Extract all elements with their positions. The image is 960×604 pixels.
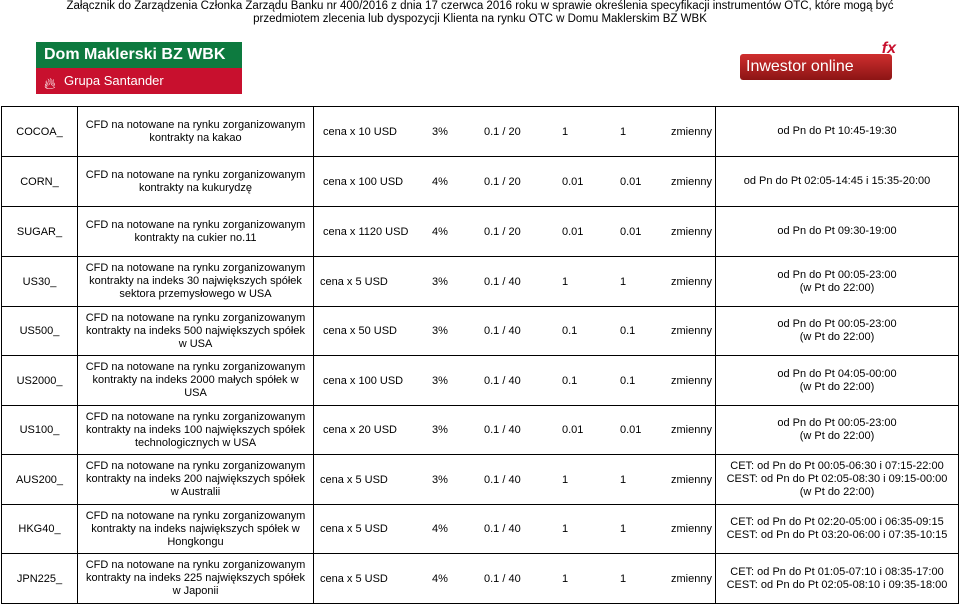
trading-hours-line: od Pn do Pt 09:30-19:00 (777, 225, 897, 237)
table-row (2, 505, 959, 554)
instrument-symbol: AUS200_ (2, 455, 78, 505)
trading-hours (716, 307, 959, 356)
min-value: 0.01 (562, 424, 584, 436)
logo-fx-text: fx (881, 40, 896, 57)
margin-value: 3% (432, 424, 448, 436)
multiplier: cena x 5 USD (320, 572, 388, 585)
spread-type: zmienny (671, 473, 712, 486)
logo-bz-top-text: Dom Maklerski BZ WBK (36, 42, 242, 68)
table-row (2, 406, 959, 455)
instrument-description (78, 207, 314, 257)
trading-hours-line: od Pn do Pt 00:05-23:00 (777, 268, 897, 281)
description-line: CFD na notowane na rynku zorganizowanym (85, 311, 306, 324)
trading-hours (716, 406, 959, 455)
multiplier: cena x 10 USD (323, 125, 397, 138)
instrument-description (78, 307, 314, 356)
instrument-description (78, 455, 314, 505)
table-row (2, 257, 959, 307)
multiplier: cena x 5 USD (320, 275, 388, 288)
min-value: 1 (562, 572, 569, 585)
instrument-symbol: JPN225_ (2, 554, 78, 604)
margin-value: 3% (432, 325, 448, 337)
margin-value: 3% (432, 275, 448, 288)
leverage-value: 0.1 / 40 (484, 275, 521, 288)
leverage-value: 0.1 / 40 (484, 572, 521, 585)
margin-value: 3% (432, 374, 448, 387)
spread-type: zmienny (671, 325, 712, 337)
description-line: sektora przemysłowego w USA (119, 288, 272, 300)
description-line: kontrakty na indeks 2000 małych spółek w (92, 374, 299, 386)
table-row (2, 455, 959, 505)
multiplier: cena x 5 USD (320, 523, 388, 535)
multiplier: cena x 5 USD (320, 473, 388, 486)
trading-hours (716, 207, 959, 257)
min-value: 1 (562, 125, 569, 138)
spread-type: zmienny (671, 125, 712, 138)
description-line: CFD na notowane na rynku zorganizowanym (85, 262, 306, 274)
multiplier: cena x 100 USD (323, 374, 404, 387)
trading-hours (716, 157, 959, 207)
description-line: kontrakty na indeks największych spółek w (91, 522, 300, 535)
step-value: 1 (620, 572, 627, 585)
trading-hours-line: CET: od Pn do Pt 00:05-06:30 i 07:15-22:00 (730, 460, 944, 472)
trading-hours-line: CEST: od Pn do Pt 02:05-08:10 i 09:35-18:00 (726, 578, 948, 591)
description-line: CFD na notowane na rynku zorganizowanym (85, 218, 306, 231)
multiplier: cena x 100 USD (323, 175, 404, 188)
leverage-value: 0.1 / 40 (484, 325, 521, 337)
instrument-symbol: HKG40_ (2, 505, 78, 554)
instrument-parameters (314, 356, 716, 406)
trading-hours-line: (w Pt do 22:00) (799, 486, 875, 498)
spread-type: zmienny (671, 424, 712, 436)
inwestor-online-logo (740, 40, 896, 82)
leverage-value: 0.1 / 40 (484, 473, 521, 486)
step-value: 0.01 (620, 424, 642, 436)
description-line: kontrakty na indeks 30 największych spółek (89, 275, 302, 287)
trading-hours-line: od Pn do Pt 10:45-19:30 (777, 125, 897, 137)
trading-hours-line: od Pn do Pt 00:05-23:00 (777, 417, 897, 429)
description-line: CFD na notowane na rynku zorganizowanym (85, 410, 306, 423)
instrument-parameters (314, 157, 716, 207)
trading-hours-line: (w Pt do 22:00) (799, 331, 875, 343)
description-line: CFD na notowane na rynku zorganizowanym (85, 361, 306, 373)
bz-wbk-logo (36, 42, 242, 94)
instrument-symbol: US500_ (2, 307, 78, 356)
description-line: w Australii (170, 486, 221, 498)
description-line: CFD na notowane na rynku zorganizowanym (85, 118, 306, 131)
instrument-symbol: SUGAR_ (2, 207, 78, 257)
table-row (2, 554, 959, 604)
trading-hours (716, 505, 959, 554)
trading-hours-line: CET: od Pn do Pt 01:05-07:10 i 08:35-17:00 (730, 565, 944, 578)
description-line: w Japonii (172, 585, 219, 597)
flame-icon: 🔥︎ (44, 76, 56, 93)
instrument-parameters (314, 207, 716, 257)
description-line: w USA (178, 337, 213, 350)
description-line: kontrakty na cukier no.11 (134, 231, 257, 244)
description-line: CFD na notowane na rynku zorganizowanym (85, 168, 306, 181)
instrument-symbol: US30_ (2, 257, 78, 307)
trading-hours-line: od Pn do Pt 04:05-00:00 (777, 367, 897, 380)
description-line: kontrakty na indeks 100 największych spółek (86, 423, 305, 436)
spread-type: zmienny (671, 523, 712, 535)
description-line: kontrakty na indeks 225 największych spółek (86, 572, 305, 584)
instrument-parameters (314, 455, 716, 505)
trading-hours (716, 257, 959, 307)
step-value: 0.1 (620, 374, 636, 387)
spread-type: zmienny (671, 572, 712, 585)
description-line: kontrakty na indeks 500 największych spółek (86, 324, 305, 337)
trading-hours-line: CET: od Pn do Pt 02:20-05:00 i 06:35-09:15 (730, 516, 944, 528)
min-value: 0.1 (562, 325, 578, 337)
min-value: 1 (562, 523, 569, 535)
table-row (2, 207, 959, 257)
instrument-description (78, 554, 314, 604)
step-value: 1 (620, 125, 627, 138)
trading-hours-line: CEST: od Pn do Pt 03:20-06:00 i 07:35-10:15 (726, 529, 948, 541)
logo-bz-bottom (36, 68, 242, 94)
spread-type: zmienny (671, 275, 712, 288)
logo-bz-bottom-text: Grupa Santander (64, 73, 164, 88)
margin-value: 3% (432, 125, 448, 138)
min-value: 0.01 (562, 225, 584, 238)
leverage-value: 0.1 / 40 (484, 523, 521, 535)
min-value: 1 (562, 473, 569, 486)
instrument-parameters (314, 107, 716, 157)
description-line: CFD na notowane na rynku zorganizowanym (85, 509, 306, 522)
trading-hours-line: od Pn do Pt 00:05-23:00 (777, 318, 897, 330)
instrument-parameters (314, 257, 716, 307)
header-line-1: Załącznik do Zarządzenia Członka Zarządu Banku nr 400/2016 z dnia 17 czerwca 2016 roku w sprawie określenia specyfikacji instrumentów OTC, które mogą być (66, 0, 894, 12)
instrument-parameters (314, 307, 716, 356)
instrument-description (78, 356, 314, 406)
header-line-2: przedmiotem zlecenia lub dyspozycji Klienta na rynku OTC w Domu Maklerskim BZ WBK (253, 13, 707, 25)
margin-value: 4% (432, 225, 448, 238)
multiplier: cena x 50 USD (323, 325, 397, 337)
step-value: 1 (620, 275, 627, 288)
description-line: USA (184, 387, 207, 399)
min-value: 0.01 (562, 175, 584, 188)
trading-hours-line: (w Pt do 22:00) (799, 380, 875, 393)
table-row (2, 107, 959, 157)
description-line: kontrakty na kakao (149, 131, 242, 144)
instrument-description (78, 107, 314, 157)
instrument-description (78, 505, 314, 554)
instrument-symbol: COCOA_ (2, 107, 78, 157)
leverage-value: 0.1 / 40 (484, 374, 521, 387)
description-line: kontrakty na indeks 200 największych spółek (86, 473, 305, 485)
spread-type: zmienny (671, 175, 712, 188)
trading-hours-line: (w Pt do 22:00) (799, 430, 875, 442)
instrument-symbol: CORN_ (2, 157, 78, 207)
instrument-parameters (314, 505, 716, 554)
spread-type: zmienny (671, 374, 712, 387)
description-line: kontrakty na kukurydzę (138, 181, 253, 194)
instrument-table (1, 106, 959, 604)
trading-hours-line: od Pn do Pt 02:05-14:45 i 15:35-20:00 (743, 175, 931, 187)
description-line: Hongkongu (167, 535, 224, 548)
multiplier: cena x 20 USD (323, 424, 397, 436)
instrument-description (78, 157, 314, 207)
trading-hours (716, 554, 959, 604)
leverage-value: 0.1 / 20 (484, 225, 521, 238)
instrument-symbol: US2000_ (2, 356, 78, 406)
margin-value: 4% (432, 523, 448, 535)
trading-hours-line: (w Pt do 22:00) (799, 281, 875, 294)
description-line: technologicznych w USA (134, 436, 257, 449)
min-value: 1 (562, 275, 569, 288)
margin-value: 4% (432, 175, 448, 188)
instrument-symbol: US100_ (2, 406, 78, 455)
step-value: 1 (620, 473, 627, 486)
description-line: CFD na notowane na rynku zorganizowanym (85, 559, 306, 571)
instrument-parameters (314, 406, 716, 455)
leverage-value: 0.1 / 40 (484, 424, 521, 436)
table-row (2, 157, 959, 207)
document-header (0, 0, 960, 26)
trading-hours (716, 455, 959, 505)
leverage-value: 0.1 / 20 (484, 175, 521, 188)
trading-hours (716, 356, 959, 406)
step-value: 0.1 (620, 325, 636, 337)
logo-inwestor-text: Inwestor online (740, 54, 892, 80)
margin-value: 4% (432, 572, 448, 585)
instrument-description (78, 257, 314, 307)
table-row (2, 356, 959, 406)
instrument-parameters (314, 554, 716, 604)
margin-value: 3% (432, 473, 448, 486)
description-line: CFD na notowane na rynku zorganizowanym (85, 460, 306, 472)
step-value: 0.01 (620, 225, 642, 238)
table-row (2, 307, 959, 356)
leverage-value: 0.1 / 20 (484, 125, 521, 138)
trading-hours (716, 107, 959, 157)
min-value: 0.1 (562, 374, 578, 387)
multiplier: cena x 1120 USD (323, 225, 409, 238)
instrument-description (78, 406, 314, 455)
trading-hours-line: CEST: od Pn do Pt 02:05-08:30 i 09:15-00:00 (726, 473, 948, 485)
step-value: 0.01 (620, 175, 642, 188)
step-value: 1 (620, 523, 627, 535)
spread-type: zmienny (671, 225, 712, 238)
